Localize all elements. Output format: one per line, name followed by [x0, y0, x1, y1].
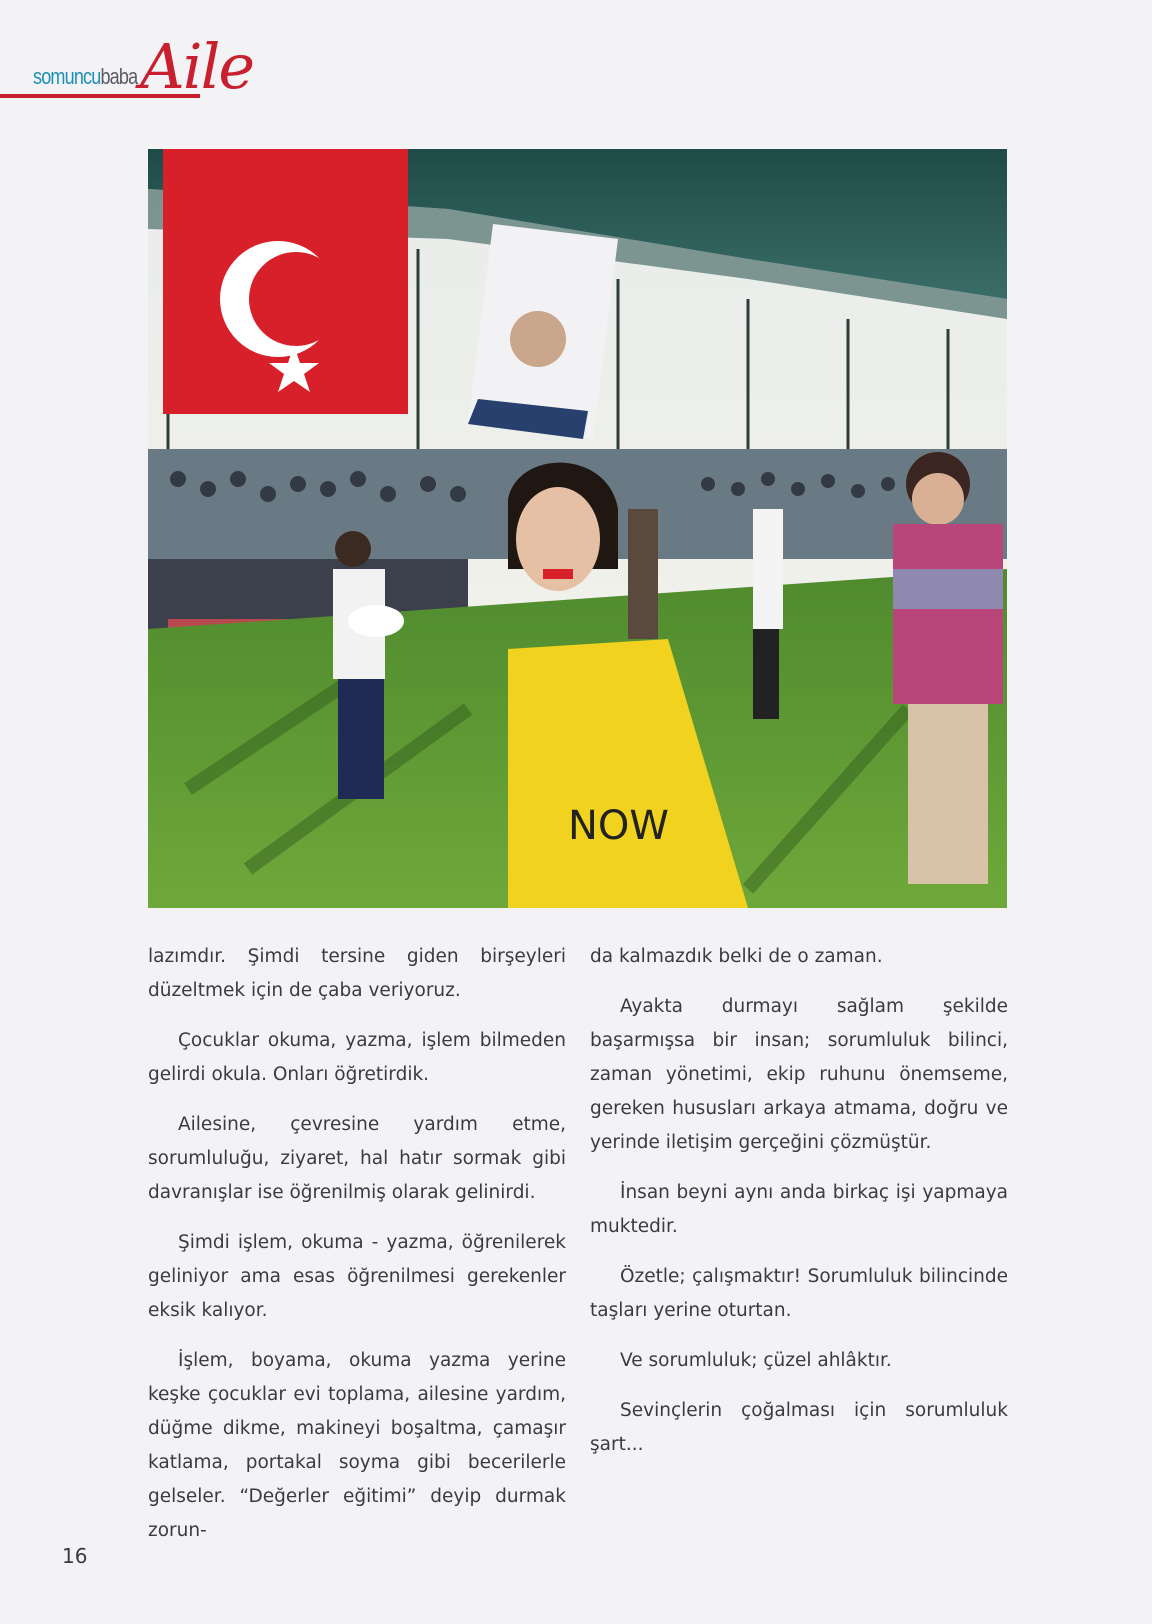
text-column-left	[148, 940, 566, 1564]
paragraph: lazımdır. Şimdi tersine giden birşeyleri düzeltmek için de çaba veriyoruz.	[148, 946, 566, 1001]
paragraph: da kalmazdık belki de o zaman.	[590, 946, 883, 967]
paragraph: İşlem, boyama, okuma yazma yerine keşke çocuklar evi toplama, ailesine yardım, düğme dikme, makineyi boşaltma, çamaşır katlama, portakal soyma gibi becerilerle gelseler. “Değerler eğitimi” deyip durmak zorun-	[148, 1350, 566, 1541]
brand-script-aile: Aile	[140, 30, 254, 103]
masthead	[0, 30, 260, 110]
svg-text:NOW: NOW	[568, 803, 669, 849]
article-photo	[148, 149, 1007, 908]
page-number: 16	[62, 1544, 88, 1568]
paragraph: Şimdi işlem, okuma - yazma, öğrenilerek geliniyor ama esas öğrenilmesi gerekenler eksik kalıyor.	[148, 1232, 566, 1321]
paragraph: Ayakta durmayı sağlam şekilde başarmışsa bir insan; sorumluluk bilinci, zaman yönetimi, ekip ruhunu önemseme, gereken hususları arkaya atmama, doğru ve yerinde iletişim gerçeğini çözmüştür.	[590, 996, 1008, 1153]
paragraph: Ailesine, çevresine yardım etme, sorumluluğu, ziyaret, hal hatır sormak gibi davranışlar ise öğrenilmiş olarak gelinirdi.	[148, 1114, 566, 1203]
photo-illustration	[148, 149, 1007, 908]
paragraph: Sevinçlerin çoğalması için sorumluluk şart...	[590, 1400, 1008, 1455]
paragraph: Ve sorumluluk; çüzel ahlâktır.	[620, 1350, 892, 1371]
brand-wordmark	[33, 64, 137, 90]
paragraph: Çocuklar okuma, yazma, işlem bilmeden gelirdi okula. Onları öğretirdik.	[148, 1030, 566, 1085]
brand-part2: baba	[100, 64, 138, 89]
paragraph: Özetle; çalışmaktır! Sorumluluk bilincinde taşları yerine oturtan.	[590, 1266, 1008, 1321]
text-column-right	[590, 940, 1008, 1478]
brand-part1: somuncu	[33, 64, 101, 89]
paragraph: İnsan beyni aynı anda birkaç işi yapmaya muktedir.	[590, 1182, 1008, 1237]
